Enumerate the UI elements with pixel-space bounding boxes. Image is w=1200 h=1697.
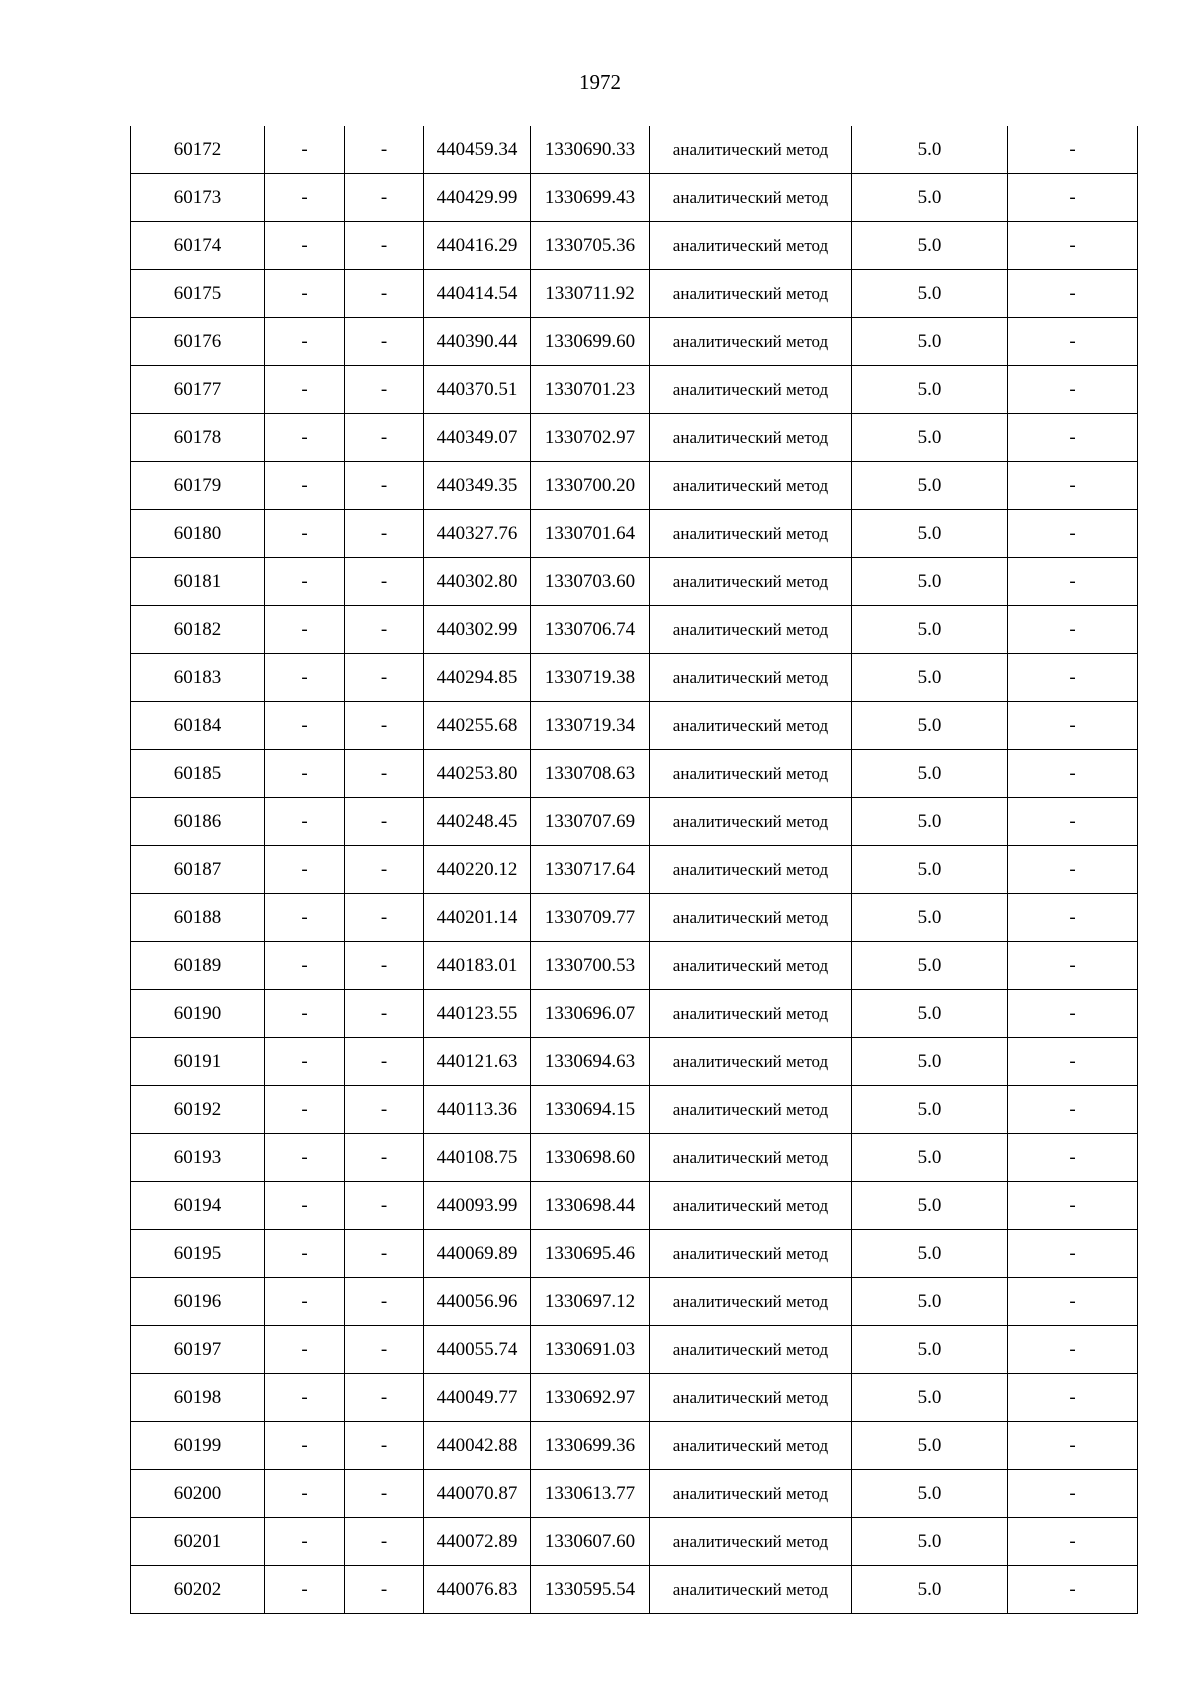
x-coordinate-cell: 440255.68 [424,702,531,750]
accuracy-cell: 5.0 [852,990,1008,1038]
point-id-cell: 60201 [131,1518,265,1566]
dash-cell: - [345,1086,424,1134]
table-row [131,1038,1138,1086]
note-cell: - [1008,1422,1138,1470]
y-coordinate-cell: 1330692.97 [531,1374,650,1422]
y-coordinate-cell: 1330595.54 [531,1566,650,1614]
table-row [131,1422,1138,1470]
table-row [131,798,1138,846]
dash-cell: - [345,1326,424,1374]
method-cell: аналитический метод [650,1326,852,1374]
method-cell: аналитический метод [650,1134,852,1182]
y-coordinate-cell: 1330694.63 [531,1038,650,1086]
accuracy-cell: 5.0 [852,1134,1008,1182]
dash-cell: - [265,1326,345,1374]
dash-cell: - [345,798,424,846]
accuracy-cell: 5.0 [852,270,1008,318]
x-coordinate-cell: 440302.80 [424,558,531,606]
method-cell: аналитический метод [650,894,852,942]
accuracy-cell: 5.0 [852,1278,1008,1326]
y-coordinate-cell: 1330700.53 [531,942,650,990]
point-id-cell: 60199 [131,1422,265,1470]
point-id-cell: 60182 [131,606,265,654]
x-coordinate-cell: 440416.29 [424,222,531,270]
accuracy-cell: 5.0 [852,1230,1008,1278]
y-coordinate-cell: 1330711.92 [531,270,650,318]
note-cell: - [1008,942,1138,990]
accuracy-cell: 5.0 [852,222,1008,270]
method-cell: аналитический метод [650,654,852,702]
coordinates-table [130,126,1138,1614]
note-cell: - [1008,462,1138,510]
note-cell: - [1008,126,1138,174]
note-cell: - [1008,798,1138,846]
point-id-cell: 60194 [131,1182,265,1230]
point-id-cell: 60174 [131,222,265,270]
table-row [131,510,1138,558]
y-coordinate-cell: 1330698.44 [531,1182,650,1230]
y-coordinate-cell: 1330700.20 [531,462,650,510]
dash-cell: - [345,846,424,894]
method-cell: аналитический метод [650,1278,852,1326]
method-cell: аналитический метод [650,798,852,846]
method-cell: аналитический метод [650,606,852,654]
x-coordinate-cell: 440183.01 [424,942,531,990]
y-coordinate-cell: 1330717.64 [531,846,650,894]
x-coordinate-cell: 440072.89 [424,1518,531,1566]
y-coordinate-cell: 1330697.12 [531,1278,650,1326]
table-row [131,702,1138,750]
x-coordinate-cell: 440201.14 [424,894,531,942]
dash-cell: - [345,1566,424,1614]
dash-cell: - [265,318,345,366]
dash-cell: - [265,1182,345,1230]
note-cell: - [1008,558,1138,606]
point-id-cell: 60198 [131,1374,265,1422]
point-id-cell: 60186 [131,798,265,846]
y-coordinate-cell: 1330709.77 [531,894,650,942]
note-cell: - [1008,1086,1138,1134]
accuracy-cell: 5.0 [852,126,1008,174]
table-row [131,1566,1138,1614]
y-coordinate-cell: 1330607.60 [531,1518,650,1566]
y-coordinate-cell: 1330702.97 [531,414,650,462]
method-cell: аналитический метод [650,462,852,510]
dash-cell: - [345,702,424,750]
x-coordinate-cell: 440076.83 [424,1566,531,1614]
method-cell: аналитический метод [650,558,852,606]
table-row [131,750,1138,798]
dash-cell: - [345,654,424,702]
note-cell: - [1008,702,1138,750]
table-row [131,894,1138,942]
table-row [131,1518,1138,1566]
y-coordinate-cell: 1330699.43 [531,174,650,222]
accuracy-cell: 5.0 [852,174,1008,222]
x-coordinate-cell: 440056.96 [424,1278,531,1326]
note-cell: - [1008,846,1138,894]
note-cell: - [1008,222,1138,270]
note-cell: - [1008,1134,1138,1182]
method-cell: аналитический метод [650,750,852,798]
accuracy-cell: 5.0 [852,558,1008,606]
dash-cell: - [265,366,345,414]
dash-cell: - [265,750,345,798]
y-coordinate-cell: 1330699.60 [531,318,650,366]
accuracy-cell: 5.0 [852,1518,1008,1566]
method-cell: аналитический метод [650,366,852,414]
accuracy-cell: 5.0 [852,1566,1008,1614]
dash-cell: - [265,222,345,270]
table-row [131,270,1138,318]
note-cell: - [1008,894,1138,942]
dash-cell: - [345,510,424,558]
table-row [131,990,1138,1038]
note-cell: - [1008,990,1138,1038]
dash-cell: - [345,174,424,222]
table-row [131,1182,1138,1230]
note-cell: - [1008,1470,1138,1518]
dash-cell: - [265,894,345,942]
y-coordinate-cell: 1330701.64 [531,510,650,558]
method-cell: аналитический метод [650,702,852,750]
dash-cell: - [345,1422,424,1470]
point-id-cell: 60173 [131,174,265,222]
table-row [131,558,1138,606]
y-coordinate-cell: 1330691.03 [531,1326,650,1374]
method-cell: аналитический метод [650,846,852,894]
x-coordinate-cell: 440414.54 [424,270,531,318]
dash-cell: - [265,414,345,462]
accuracy-cell: 5.0 [852,702,1008,750]
accuracy-cell: 5.0 [852,1374,1008,1422]
accuracy-cell: 5.0 [852,750,1008,798]
table-row [131,414,1138,462]
point-id-cell: 60181 [131,558,265,606]
method-cell: аналитический метод [650,510,852,558]
method-cell: аналитический метод [650,1470,852,1518]
method-cell: аналитический метод [650,1566,852,1614]
method-cell: аналитический метод [650,174,852,222]
x-coordinate-cell: 440429.99 [424,174,531,222]
x-coordinate-cell: 440070.87 [424,1470,531,1518]
note-cell: - [1008,366,1138,414]
table-row [131,1326,1138,1374]
table-body [131,126,1138,1614]
point-id-cell: 60183 [131,654,265,702]
accuracy-cell: 5.0 [852,942,1008,990]
table-row [131,1374,1138,1422]
dash-cell: - [265,1422,345,1470]
page-number: 1972 [579,70,621,94]
note-cell: - [1008,1518,1138,1566]
method-cell: аналитический метод [650,1422,852,1470]
dash-cell: - [265,1470,345,1518]
table-row [131,654,1138,702]
dash-cell: - [265,654,345,702]
accuracy-cell: 5.0 [852,846,1008,894]
y-coordinate-cell: 1330705.36 [531,222,650,270]
method-cell: аналитический метод [650,990,852,1038]
point-id-cell: 60202 [131,1566,265,1614]
method-cell: аналитический метод [650,942,852,990]
accuracy-cell: 5.0 [852,510,1008,558]
table-row [131,942,1138,990]
dash-cell: - [345,894,424,942]
method-cell: аналитический метод [650,270,852,318]
point-id-cell: 60196 [131,1278,265,1326]
accuracy-cell: 5.0 [852,1038,1008,1086]
accuracy-cell: 5.0 [852,1326,1008,1374]
point-id-cell: 60189 [131,942,265,990]
x-coordinate-cell: 440294.85 [424,654,531,702]
y-coordinate-cell: 1330703.60 [531,558,650,606]
table-row [131,126,1138,174]
note-cell: - [1008,1182,1138,1230]
dash-cell: - [265,510,345,558]
x-coordinate-cell: 440055.74 [424,1326,531,1374]
dash-cell: - [265,174,345,222]
method-cell: аналитический метод [650,1518,852,1566]
y-coordinate-cell: 1330613.77 [531,1470,650,1518]
note-cell: - [1008,510,1138,558]
dash-cell: - [345,1134,424,1182]
y-coordinate-cell: 1330696.07 [531,990,650,1038]
method-cell: аналитический метод [650,1038,852,1086]
dash-cell: - [265,606,345,654]
x-coordinate-cell: 440093.99 [424,1182,531,1230]
y-coordinate-cell: 1330701.23 [531,366,650,414]
y-coordinate-cell: 1330690.33 [531,126,650,174]
dash-cell: - [345,1038,424,1086]
note-cell: - [1008,1566,1138,1614]
dash-cell: - [345,1278,424,1326]
dash-cell: - [265,846,345,894]
dash-cell: - [345,750,424,798]
note-cell: - [1008,750,1138,798]
point-id-cell: 60178 [131,414,265,462]
dash-cell: - [345,222,424,270]
table-row [131,1086,1138,1134]
dash-cell: - [265,462,345,510]
table-row [131,1470,1138,1518]
point-id-cell: 60176 [131,318,265,366]
dash-cell: - [265,702,345,750]
dash-cell: - [345,558,424,606]
dash-cell: - [345,1230,424,1278]
method-cell: аналитический метод [650,1182,852,1230]
table-row [131,462,1138,510]
accuracy-cell: 5.0 [852,894,1008,942]
accuracy-cell: 5.0 [852,462,1008,510]
note-cell: - [1008,1278,1138,1326]
x-coordinate-cell: 440108.75 [424,1134,531,1182]
dash-cell: - [265,1278,345,1326]
accuracy-cell: 5.0 [852,798,1008,846]
dash-cell: - [265,990,345,1038]
x-coordinate-cell: 440113.36 [424,1086,531,1134]
table-row [131,222,1138,270]
accuracy-cell: 5.0 [852,366,1008,414]
y-coordinate-cell: 1330695.46 [531,1230,650,1278]
point-id-cell: 60200 [131,1470,265,1518]
dash-cell: - [265,126,345,174]
point-id-cell: 60192 [131,1086,265,1134]
dash-cell: - [265,798,345,846]
dash-cell: - [345,270,424,318]
note-cell: - [1008,270,1138,318]
point-id-cell: 60191 [131,1038,265,1086]
point-id-cell: 60193 [131,1134,265,1182]
accuracy-cell: 5.0 [852,414,1008,462]
table-row [131,174,1138,222]
point-id-cell: 60184 [131,702,265,750]
y-coordinate-cell: 1330708.63 [531,750,650,798]
point-id-cell: 60180 [131,510,265,558]
point-id-cell: 60179 [131,462,265,510]
dash-cell: - [345,942,424,990]
x-coordinate-cell: 440349.07 [424,414,531,462]
note-cell: - [1008,318,1138,366]
x-coordinate-cell: 440121.63 [424,1038,531,1086]
accuracy-cell: 5.0 [852,1182,1008,1230]
dash-cell: - [345,414,424,462]
dash-cell: - [265,1134,345,1182]
dash-cell: - [345,366,424,414]
accuracy-cell: 5.0 [852,606,1008,654]
x-coordinate-cell: 440069.89 [424,1230,531,1278]
note-cell: - [1008,174,1138,222]
dash-cell: - [345,126,424,174]
dash-cell: - [345,1518,424,1566]
point-id-cell: 60187 [131,846,265,894]
x-coordinate-cell: 440327.76 [424,510,531,558]
point-id-cell: 60190 [131,990,265,1038]
dash-cell: - [345,318,424,366]
y-coordinate-cell: 1330707.69 [531,798,650,846]
x-coordinate-cell: 440253.80 [424,750,531,798]
table-row [131,1278,1138,1326]
point-id-cell: 60177 [131,366,265,414]
x-coordinate-cell: 440302.99 [424,606,531,654]
dash-cell: - [345,606,424,654]
x-coordinate-cell: 440049.77 [424,1374,531,1422]
dash-cell: - [265,558,345,606]
point-id-cell: 60188 [131,894,265,942]
x-coordinate-cell: 440459.34 [424,126,531,174]
dash-cell: - [345,1470,424,1518]
point-id-cell: 60195 [131,1230,265,1278]
y-coordinate-cell: 1330699.36 [531,1422,650,1470]
y-coordinate-cell: 1330719.34 [531,702,650,750]
note-cell: - [1008,1374,1138,1422]
method-cell: аналитический метод [650,1374,852,1422]
point-id-cell: 60175 [131,270,265,318]
note-cell: - [1008,1326,1138,1374]
note-cell: - [1008,1038,1138,1086]
y-coordinate-cell: 1330706.74 [531,606,650,654]
y-coordinate-cell: 1330694.15 [531,1086,650,1134]
x-coordinate-cell: 440042.88 [424,1422,531,1470]
note-cell: - [1008,654,1138,702]
dash-cell: - [265,1374,345,1422]
table-row [131,366,1138,414]
x-coordinate-cell: 440220.12 [424,846,531,894]
dash-cell: - [265,1230,345,1278]
accuracy-cell: 5.0 [852,1086,1008,1134]
dash-cell: - [265,1086,345,1134]
method-cell: аналитический метод [650,1230,852,1278]
table-row [131,1230,1138,1278]
y-coordinate-cell: 1330719.38 [531,654,650,702]
dash-cell: - [345,1182,424,1230]
table-row [131,606,1138,654]
method-cell: аналитический метод [650,414,852,462]
table-row [131,318,1138,366]
table-row [131,1134,1138,1182]
note-cell: - [1008,414,1138,462]
method-cell: аналитический метод [650,222,852,270]
table-row [131,846,1138,894]
accuracy-cell: 5.0 [852,1470,1008,1518]
dash-cell: - [265,1566,345,1614]
dash-cell: - [265,270,345,318]
x-coordinate-cell: 440123.55 [424,990,531,1038]
dash-cell: - [265,942,345,990]
accuracy-cell: 5.0 [852,654,1008,702]
point-id-cell: 60172 [131,126,265,174]
dash-cell: - [265,1518,345,1566]
method-cell: аналитический метод [650,1086,852,1134]
note-cell: - [1008,606,1138,654]
y-coordinate-cell: 1330698.60 [531,1134,650,1182]
dash-cell: - [345,990,424,1038]
x-coordinate-cell: 440390.44 [424,318,531,366]
dash-cell: - [345,1374,424,1422]
note-cell: - [1008,1230,1138,1278]
point-id-cell: 60185 [131,750,265,798]
accuracy-cell: 5.0 [852,318,1008,366]
method-cell: аналитический метод [650,318,852,366]
dash-cell: - [265,1038,345,1086]
accuracy-cell: 5.0 [852,1422,1008,1470]
x-coordinate-cell: 440248.45 [424,798,531,846]
x-coordinate-cell: 440349.35 [424,462,531,510]
point-id-cell: 60197 [131,1326,265,1374]
dash-cell: - [345,462,424,510]
x-coordinate-cell: 440370.51 [424,366,531,414]
method-cell: аналитический метод [650,126,852,174]
